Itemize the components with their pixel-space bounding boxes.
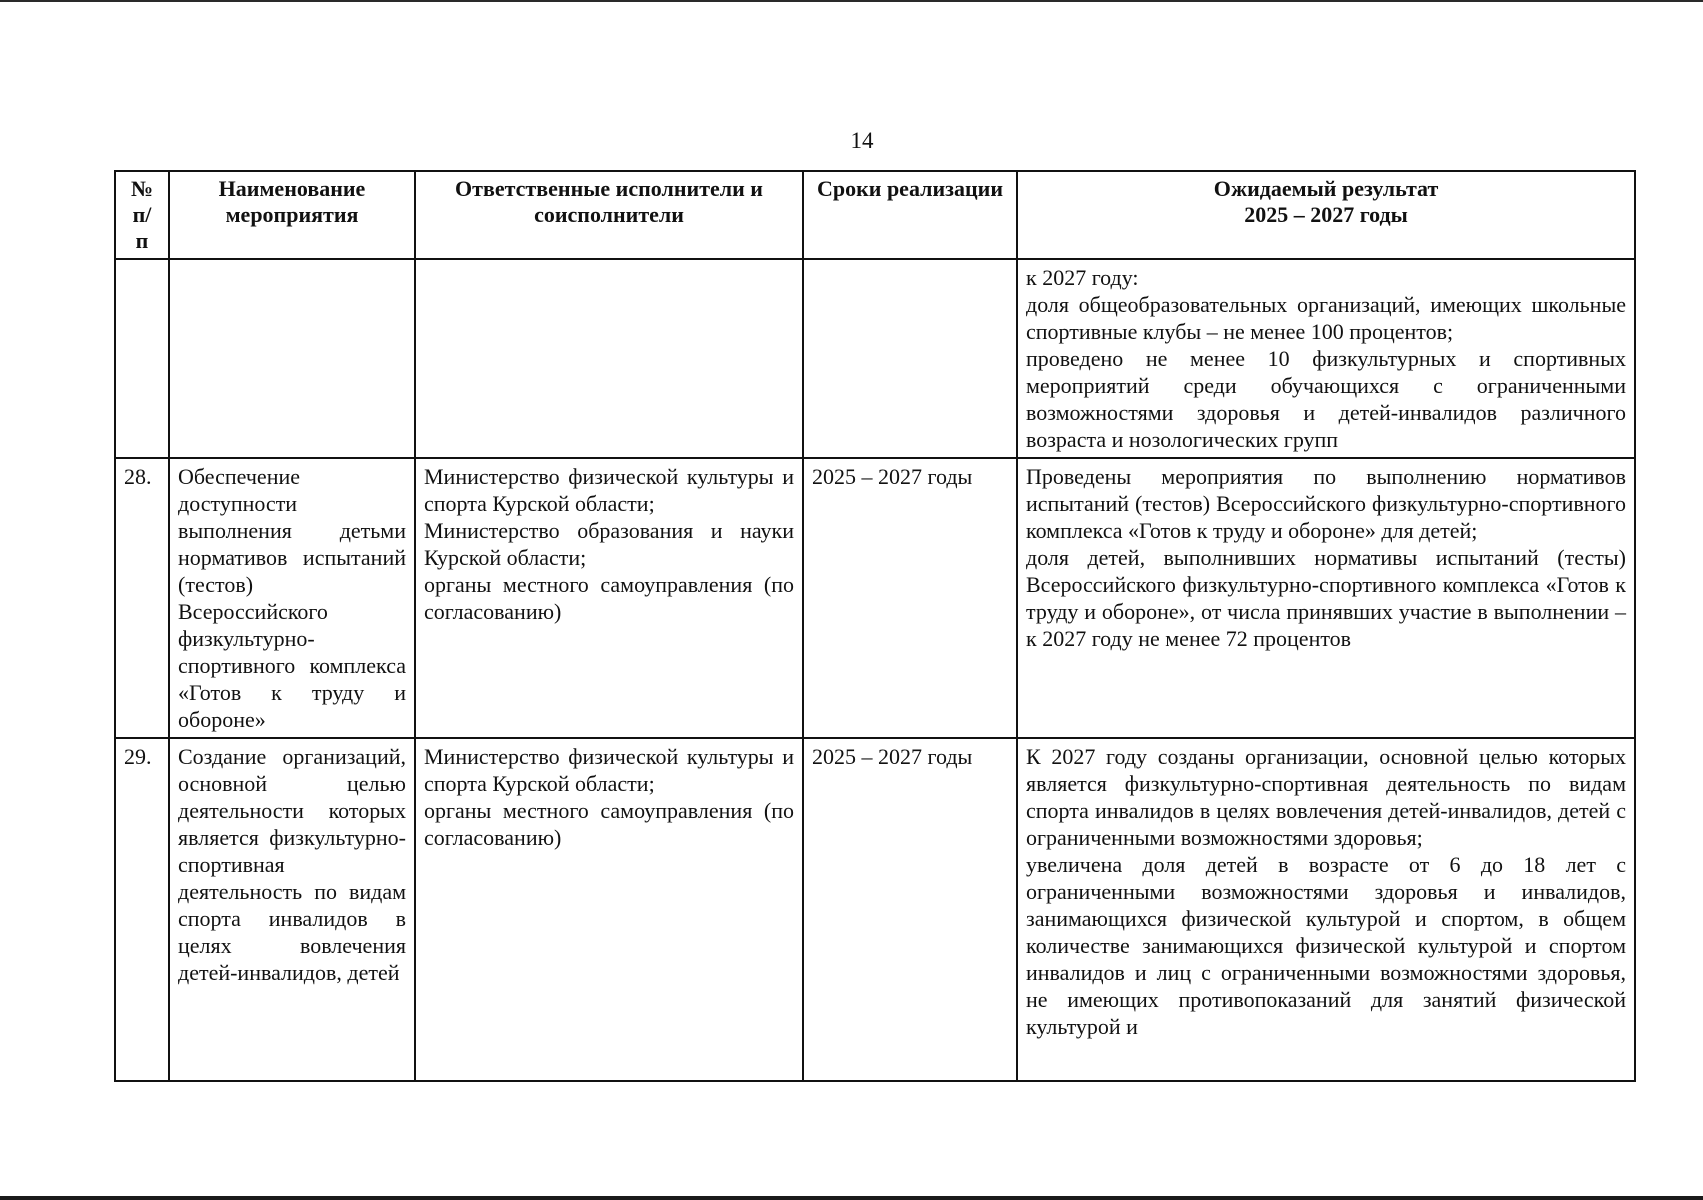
cell-executors: Министерство физической культуры и спорта Курской области; органы местного самоуправления (по согласованию) [415, 738, 803, 1081]
header-executors-label: Ответственные исполнители и соисполнители [455, 176, 763, 227]
cell-num: 28. [115, 458, 169, 738]
table-header-row [115, 171, 1635, 259]
cell-name: Создание организаций, основной целью деятельности которых является физкультурно-спортивная деятельность по видам спорта инвалидов в целях вовлечения детей-инвалидов, детей [169, 738, 415, 1081]
table-row-29 [115, 738, 1635, 1081]
cell-executors: Министерство физической культуры и спорта Курской области; Министерство образования и науки Курской области; органы местного самоуправления (по согласованию) [415, 458, 803, 738]
measures-table [114, 170, 1636, 1082]
header-result-label: Ожидаемый результат 2025 – 2027 годы [1213, 176, 1439, 227]
header-terms [803, 171, 1017, 259]
header-name [169, 171, 415, 259]
cell-num: 29. [115, 738, 169, 1081]
cell-num [115, 259, 169, 458]
cell-result: К 2027 году созданы организации, основной целью которых является физкультурно-спортивная деятельность по видам спорта инвалидов в целях вовлечения детей-инвалидов, детей с ограниченными возможностями здоровья; увеличена доля детей в возрасте от 6 до 18 лет с ограниченными возможностями здоровья и инвалидов, занимающихся физической культурой и спортом, в общем количестве занимающихся физической культурой и спортом инвалидов и лиц с ограниченными возможностями здоровья, не имеющих противопоказаний для занятий физической культурой и [1017, 738, 1635, 1081]
table-row-continuation [115, 259, 1635, 458]
cell-terms: 2025 – 2027 годы [803, 458, 1017, 738]
header-result [1017, 171, 1635, 259]
page-number: 14 [850, 128, 874, 153]
scan-edge-bottom [0, 1196, 1703, 1200]
header-name-label: Наименование мероприятия [218, 176, 366, 227]
cell-name: Обеспечение доступности выполнения детьми нормативов испытаний (тестов) Всероссийского физкультурно-спортивного комплекса «Готов к труду и обороне» [169, 458, 415, 738]
scan-edge-top [0, 0, 1703, 2]
cell-terms [803, 259, 1017, 458]
header-number [115, 171, 169, 259]
cell-executors [415, 259, 803, 458]
table-row-28 [115, 458, 1635, 738]
header-terms-label: Сроки реализации [816, 176, 1004, 201]
cell-result: Проведены мероприятия по выполнению нормативов испытаний (тестов) Всероссийского физкультурно-спортивного комплекса «Готов к труду и обороне» для детей; доля детей, выполнивших нормативы испытаний (тесты) Всероссийского физкультурно-спортивного комплекса «Готов к труду и обороне», от числа принявших участие в выполнении – к 2027 году не менее 72 процентов [1017, 458, 1635, 738]
cell-terms: 2025 – 2027 годы [803, 738, 1017, 1081]
header-executors [415, 171, 803, 259]
cell-name [169, 259, 415, 458]
header-number-label: № п/ п [130, 176, 154, 253]
cell-result: к 2027 году: доля общеобразовательных организаций, имеющих школьные спортивные клубы – не менее 100 процентов; проведено не менее 10 физкультурных и спортивных мероприятий среди обучающихся с ограниченными возможностями здоровья и детей-инвалидов различного возраста и нозологических групп [1017, 259, 1635, 458]
